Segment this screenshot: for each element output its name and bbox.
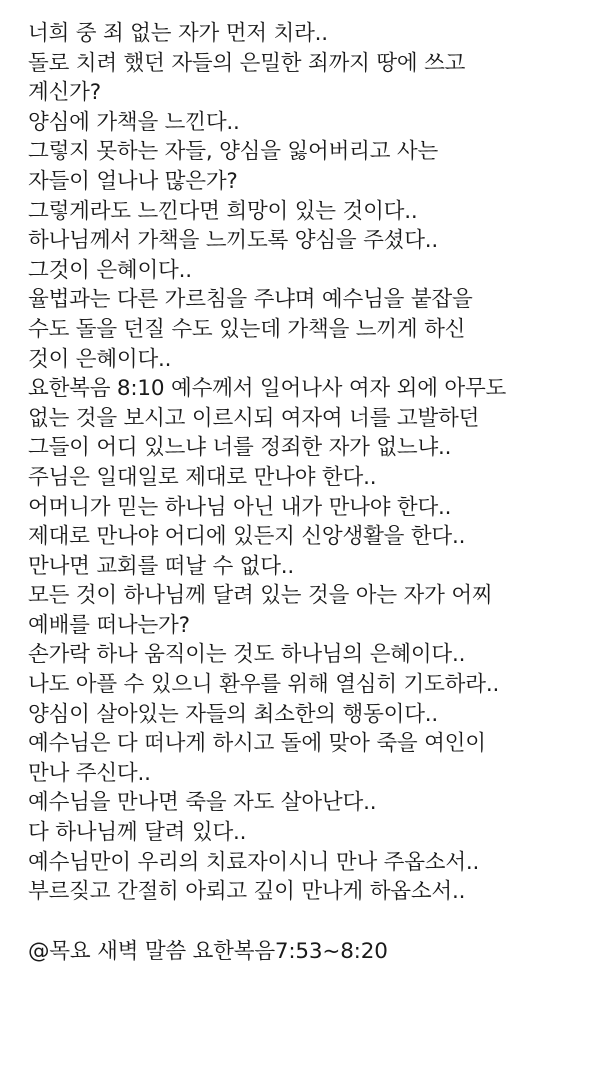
text-line: 것이 은혜이다..	[28, 346, 172, 372]
text-line: 만나 주신다..	[28, 760, 151, 786]
text-line: 다 하나님께 달려 있다..	[28, 820, 247, 846]
text-line: 하나님께서 가책을 느끼도록 양심을 주셨다..	[28, 228, 439, 254]
text-line: 어머니가 믿는 하나님 아닌 내가 만나야 한다..	[28, 494, 452, 520]
text-line: 수도 돌을 던질 수도 있는데 가책을 느끼게 하신	[28, 316, 466, 342]
text-line: 예수님은 다 떠나게 하시고 돌에 맞아 죽을 여인이	[28, 731, 486, 757]
text-line: 주님은 일대일로 제대로 만나야 한다..	[28, 464, 377, 490]
text-line: 그렇게라도 느낀다면 희망이 있는 것이다..	[28, 198, 418, 224]
text-line: 나도 아플 수 있으니 환우를 위해 열심히 기도하라..	[28, 672, 500, 698]
text-line: 모든 것이 하나님께 달려 있는 것을 아는 자가 어찌	[28, 583, 493, 609]
text-line: 양심에 가책을 느낀다..	[28, 109, 240, 135]
text-line: 만나면 교회를 떠날 수 없다..	[28, 553, 295, 579]
text-line: 양심이 살아있는 자들의 최소한의 행동이다..	[28, 701, 439, 727]
text-line: 예수님을 만나면 죽을 자도 살아난다..	[28, 790, 377, 816]
text-line: 제대로 만나야 어디에 있든지 신앙생활을 한다..	[28, 524, 466, 550]
text-line: 부르짖고 간절히 아뢰고 깊이 만나게 하옵소서..	[28, 879, 466, 905]
text-line: 없는 것을 보시고 이르시되 여자여 너를 고발하던	[28, 405, 480, 431]
text-line: 그렇지 못하는 자들, 양심을 잃어버리고 사는	[28, 139, 439, 165]
text-line: 요한복음 8:10 예수께서 일어나사 여자 외에 아무도	[28, 376, 507, 402]
text-line: 그들이 어디 있느냐 너를 정죄한 자가 없느냐..	[28, 435, 452, 461]
text-line: 예배를 떠나는가?	[28, 612, 190, 638]
sermon-text-lines	[28, 19, 590, 907]
sermon-signature: @목요 새벽 말씀 요한복음7:53~8:20	[28, 938, 388, 964]
text-line: 자들이 얼나나 많은가?	[28, 168, 238, 194]
text-line: 돌로 치려 했던 자들의 은밀한 죄까지 땅에 쓰고	[28, 50, 466, 76]
text-line: 예수님만이 우리의 치료자이시니 만나 주옵소서..	[28, 849, 480, 875]
text-line: 너희 중 죄 없는 자가 먼저 치라..	[28, 21, 328, 46]
text-line: 그것이 은혜이다..	[28, 257, 192, 283]
text-line: 손가락 하나 움직이는 것도 하나님의 은혜이다..	[28, 642, 466, 668]
text-line: 율법과는 다른 가르침을 주냐며 예수님을 붙잡을	[28, 287, 473, 313]
text-line: 계신가?	[28, 80, 101, 106]
